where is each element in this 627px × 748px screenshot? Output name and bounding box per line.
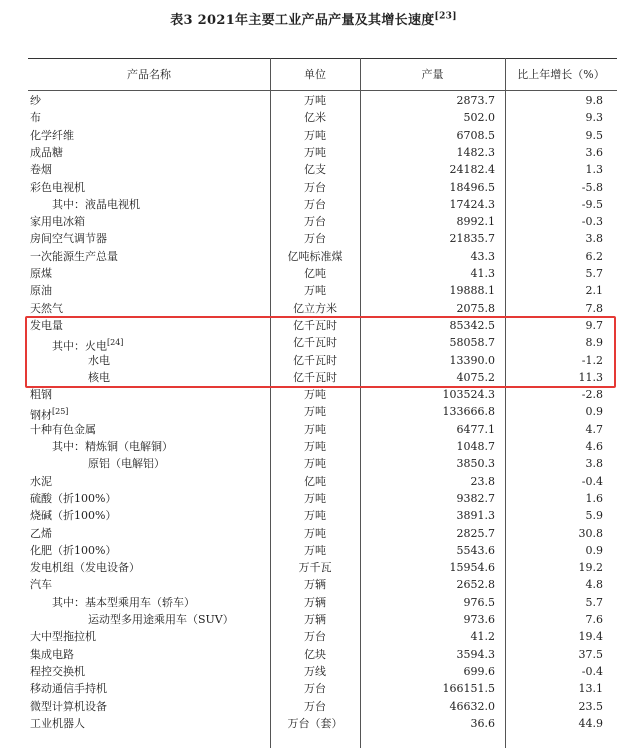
cell-growth: 19.2 bbox=[578, 561, 603, 575]
cell-unit: 万吨 bbox=[304, 94, 326, 107]
table-row bbox=[28, 161, 617, 178]
cell-unit: 万辆 bbox=[304, 595, 326, 609]
cell-growth: 4.8 bbox=[585, 578, 603, 592]
table-top-rule bbox=[28, 58, 617, 59]
cell-output: 24182.4 bbox=[449, 163, 495, 177]
table-row bbox=[28, 490, 617, 507]
cell-product-name: 其中：液晶电视机 bbox=[52, 197, 140, 211]
cell-growth: 2.1 bbox=[585, 284, 603, 298]
table-row bbox=[28, 594, 617, 611]
table-row bbox=[28, 109, 617, 126]
cell-unit: 亿吨标准煤 bbox=[287, 249, 343, 263]
cell-unit: 万吨 bbox=[304, 457, 326, 471]
table-row bbox=[28, 646, 617, 663]
cell-unit: 万吨 bbox=[304, 526, 326, 540]
cell-growth: 5.7 bbox=[585, 595, 603, 609]
cell-unit: 亿块 bbox=[304, 647, 326, 661]
cell-product-name: 原铝（电解铝） bbox=[88, 457, 165, 471]
table-row bbox=[28, 213, 617, 230]
cell-unit: 万线 bbox=[304, 664, 326, 678]
cell-growth: 7.6 bbox=[585, 613, 603, 626]
cell-product-name: 乙烯 bbox=[30, 526, 52, 540]
table-row bbox=[28, 179, 617, 196]
cell-unit: 亿米 bbox=[304, 111, 326, 125]
cell-output: 5543.6 bbox=[456, 543, 495, 557]
cell-product-name: 程控交换机 bbox=[30, 664, 85, 678]
cell-growth: 1.3 bbox=[585, 163, 603, 177]
cell-growth: 1.6 bbox=[585, 491, 603, 505]
cell-product-name: 钢材[25] bbox=[30, 407, 69, 423]
cell-growth: 4.7 bbox=[585, 422, 603, 436]
cell-growth: 9.8 bbox=[585, 94, 603, 107]
cell-growth: 6.2 bbox=[585, 249, 603, 263]
cell-output: 2075.8 bbox=[456, 301, 495, 315]
cell-output: 9382.7 bbox=[456, 491, 495, 505]
cell-growth: 3.6 bbox=[585, 145, 603, 159]
cell-product-name: 彩色电视机 bbox=[30, 180, 85, 194]
table-row bbox=[28, 542, 617, 559]
cell-unit: 亿立方米 bbox=[293, 301, 337, 315]
cell-unit: 万台 bbox=[304, 197, 326, 211]
cell-product-name: 水电 bbox=[88, 353, 110, 367]
table-row bbox=[28, 127, 617, 144]
cell-unit: 万台（套） bbox=[287, 716, 343, 730]
cell-product-name: 工业机器人 bbox=[30, 716, 85, 730]
cell-product-name: 纱 bbox=[30, 94, 41, 107]
cell-product-name: 其中：基本型乘用车（轿车） bbox=[52, 595, 195, 609]
cell-product-name: 天然气 bbox=[30, 301, 63, 315]
cell-unit: 万吨 bbox=[304, 509, 326, 523]
cell-output: 976.5 bbox=[463, 595, 495, 609]
cell-output: 3594.3 bbox=[456, 647, 495, 661]
table-row bbox=[28, 559, 617, 576]
cell-output: 43.3 bbox=[470, 249, 495, 263]
cell-product-name: 成品糖 bbox=[30, 145, 63, 159]
cell-unit: 万台 bbox=[304, 699, 326, 713]
cell-unit: 万吨 bbox=[304, 284, 326, 298]
cell-output: 18496.5 bbox=[449, 180, 495, 194]
cell-growth: 23.5 bbox=[578, 699, 603, 713]
cell-unit: 亿千瓦时 bbox=[293, 336, 337, 350]
cell-output: 19888.1 bbox=[449, 284, 495, 298]
cell-output: 6708.5 bbox=[456, 128, 495, 142]
cell-growth: 30.8 bbox=[578, 526, 603, 540]
cell-output: 58058.7 bbox=[449, 336, 495, 350]
footnote-ref: [24] bbox=[107, 338, 124, 348]
cell-output: 17424.3 bbox=[449, 197, 495, 211]
cell-product-name: 集成电路 bbox=[30, 647, 74, 661]
cell-growth: 13.1 bbox=[578, 682, 603, 696]
cell-growth: 5.7 bbox=[585, 267, 603, 280]
cell-product-name: 卷烟 bbox=[30, 163, 52, 177]
table-row bbox=[28, 386, 617, 403]
table-row bbox=[28, 300, 617, 317]
table-row bbox=[28, 403, 617, 423]
table-row bbox=[28, 196, 617, 213]
cell-product-name: 其中：火电[24] bbox=[52, 338, 124, 353]
cell-growth: 4.6 bbox=[585, 440, 603, 453]
cell-unit: 亿千瓦时 bbox=[293, 353, 337, 367]
table-row bbox=[28, 715, 617, 732]
cell-unit: 万吨 bbox=[304, 543, 326, 557]
cell-growth: 8.9 bbox=[585, 336, 603, 350]
cell-product-name: 烧碱（折100%） bbox=[30, 509, 117, 523]
cell-product-name: 布 bbox=[30, 111, 41, 125]
cell-output: 15954.6 bbox=[449, 561, 495, 575]
header-unit: 单位 bbox=[304, 68, 326, 81]
cell-growth: 5.9 bbox=[585, 509, 603, 523]
cell-unit: 万辆 bbox=[304, 578, 326, 592]
table-row bbox=[28, 230, 617, 247]
cell-output: 36.6 bbox=[470, 716, 495, 730]
cell-unit: 万台 bbox=[304, 215, 326, 229]
table-title bbox=[0, 9, 627, 28]
table-row bbox=[28, 576, 617, 593]
table-row bbox=[28, 282, 617, 299]
cell-unit: 万吨 bbox=[304, 128, 326, 142]
cell-product-name: 发电机组（发电设备） bbox=[30, 561, 140, 575]
cell-growth: -0.3 bbox=[581, 215, 603, 229]
cell-unit: 万吨 bbox=[304, 440, 326, 453]
cell-output: 21835.7 bbox=[449, 232, 495, 246]
cell-output: 13390.0 bbox=[449, 353, 495, 367]
table-row bbox=[28, 698, 617, 715]
cell-output: 3850.3 bbox=[456, 457, 495, 471]
cell-output: 2825.7 bbox=[456, 526, 495, 540]
cell-product-name: 汽车 bbox=[30, 578, 52, 592]
cell-unit: 亿吨 bbox=[304, 267, 326, 280]
cell-growth: 9.3 bbox=[585, 111, 603, 125]
cell-growth: -9.5 bbox=[581, 197, 603, 211]
cell-unit: 万台 bbox=[304, 232, 326, 246]
cell-output: 8992.1 bbox=[456, 215, 495, 229]
cell-growth: 19.4 bbox=[578, 630, 603, 644]
table-row bbox=[28, 473, 617, 490]
cell-growth: 9.5 bbox=[585, 128, 603, 142]
table-row bbox=[28, 525, 617, 542]
cell-unit: 万吨 bbox=[304, 405, 326, 419]
cell-output: 2873.7 bbox=[456, 94, 495, 107]
cell-output: 133666.8 bbox=[442, 405, 495, 419]
cell-unit: 万台 bbox=[304, 682, 326, 696]
cell-growth: -0.4 bbox=[581, 474, 603, 488]
header-product-name: 产品名称 bbox=[127, 68, 171, 81]
table-row bbox=[28, 611, 617, 628]
cell-product-name: 核电 bbox=[88, 370, 110, 384]
table-row bbox=[28, 628, 617, 645]
cell-unit: 亿千瓦时 bbox=[293, 318, 337, 332]
cell-growth: 7.8 bbox=[585, 301, 603, 315]
cell-unit: 万吨 bbox=[304, 422, 326, 436]
cell-product-name: 十种有色金属 bbox=[30, 422, 96, 436]
table-row bbox=[28, 317, 617, 334]
cell-output: 23.8 bbox=[470, 474, 495, 488]
cell-product-name: 其中：精炼铜（电解铜） bbox=[52, 440, 173, 453]
cell-unit: 亿千瓦时 bbox=[293, 370, 337, 384]
cell-output: 1482.3 bbox=[456, 145, 495, 159]
table-row bbox=[28, 421, 617, 438]
cell-unit: 万台 bbox=[304, 180, 326, 194]
cell-product-name: 硫酸（折100%） bbox=[30, 491, 117, 505]
table-row bbox=[28, 455, 617, 472]
table-row bbox=[28, 507, 617, 524]
cell-product-name: 水泥 bbox=[30, 474, 52, 488]
cell-unit: 万辆 bbox=[304, 613, 326, 626]
cell-output: 502.0 bbox=[463, 111, 495, 125]
cell-growth: 11.3 bbox=[578, 370, 603, 384]
cell-output: 4075.2 bbox=[456, 370, 495, 384]
cell-growth: 3.8 bbox=[585, 232, 603, 246]
cell-product-name: 大中型拖拉机 bbox=[30, 630, 96, 644]
cell-product-name: 粗钢 bbox=[30, 388, 52, 402]
cell-product-name: 发电量 bbox=[30, 318, 63, 332]
cell-growth: -5.8 bbox=[581, 180, 603, 194]
cell-unit: 万吨 bbox=[304, 145, 326, 159]
cell-output: 41.3 bbox=[470, 267, 495, 280]
cell-product-name: 原油 bbox=[30, 284, 52, 298]
table-row bbox=[28, 438, 617, 455]
cell-output: 85342.5 bbox=[449, 318, 495, 332]
table-row bbox=[28, 334, 617, 351]
table-row bbox=[28, 144, 617, 161]
footnote-ref: [25] bbox=[52, 407, 69, 417]
table-row bbox=[28, 663, 617, 680]
cell-output: 41.2 bbox=[470, 630, 495, 644]
cell-unit: 亿吨 bbox=[304, 474, 326, 488]
cell-product-name: 运动型多用途乘用车（SUV） bbox=[88, 613, 234, 626]
header-output: 产量 bbox=[421, 68, 444, 81]
cell-growth: 0.9 bbox=[585, 405, 603, 419]
table-row bbox=[28, 352, 617, 369]
cell-unit: 万台 bbox=[304, 630, 326, 644]
cell-output: 1048.7 bbox=[456, 440, 495, 453]
cell-growth: 3.8 bbox=[585, 457, 603, 471]
header-rule bbox=[28, 90, 617, 91]
cell-product-name: 微型计算机设备 bbox=[30, 699, 107, 713]
cell-output: 166151.5 bbox=[442, 682, 495, 696]
cell-growth: 0.9 bbox=[585, 543, 603, 557]
table-row bbox=[28, 265, 617, 282]
table-row bbox=[28, 92, 617, 109]
cell-output: 3891.3 bbox=[456, 509, 495, 523]
cell-growth: -2.8 bbox=[581, 388, 603, 402]
cell-growth: 37.5 bbox=[578, 647, 603, 661]
cell-growth: -0.4 bbox=[581, 664, 603, 678]
cell-output: 46632.0 bbox=[449, 699, 495, 713]
cell-output: 973.6 bbox=[463, 613, 495, 626]
cell-unit: 万吨 bbox=[304, 491, 326, 505]
table-row bbox=[28, 680, 617, 697]
cell-product-name: 一次能源生产总量 bbox=[30, 249, 118, 263]
table-row bbox=[28, 369, 617, 386]
cell-output: 103524.3 bbox=[442, 388, 495, 402]
header-growth: 比上年增长（%） bbox=[517, 68, 605, 81]
table-row bbox=[28, 248, 617, 265]
cell-product-name: 家用电冰箱 bbox=[30, 215, 85, 229]
cell-unit: 亿支 bbox=[304, 163, 326, 177]
cell-unit: 万吨 bbox=[304, 388, 326, 402]
cell-growth: 44.9 bbox=[578, 716, 603, 730]
cell-product-name: 房间空气调节器 bbox=[30, 232, 107, 246]
cell-product-name: 移动通信手持机 bbox=[30, 682, 107, 696]
cell-product-name: 化学纤维 bbox=[30, 128, 74, 142]
cell-unit: 万千瓦 bbox=[298, 561, 332, 575]
cell-output: 699.6 bbox=[463, 664, 495, 678]
cell-product-name: 原煤 bbox=[30, 267, 52, 280]
cell-output: 2652.8 bbox=[456, 578, 495, 592]
cell-growth: 9.7 bbox=[585, 318, 603, 332]
title-footnote-ref: [23] bbox=[434, 11, 457, 22]
cell-product-name: 化肥（折100%） bbox=[30, 543, 117, 557]
cell-output: 6477.1 bbox=[456, 422, 495, 436]
cell-growth: -1.2 bbox=[581, 353, 603, 367]
table-title-text: 表3 2021年主要工业产品产量及其增长速度 bbox=[170, 13, 435, 28]
